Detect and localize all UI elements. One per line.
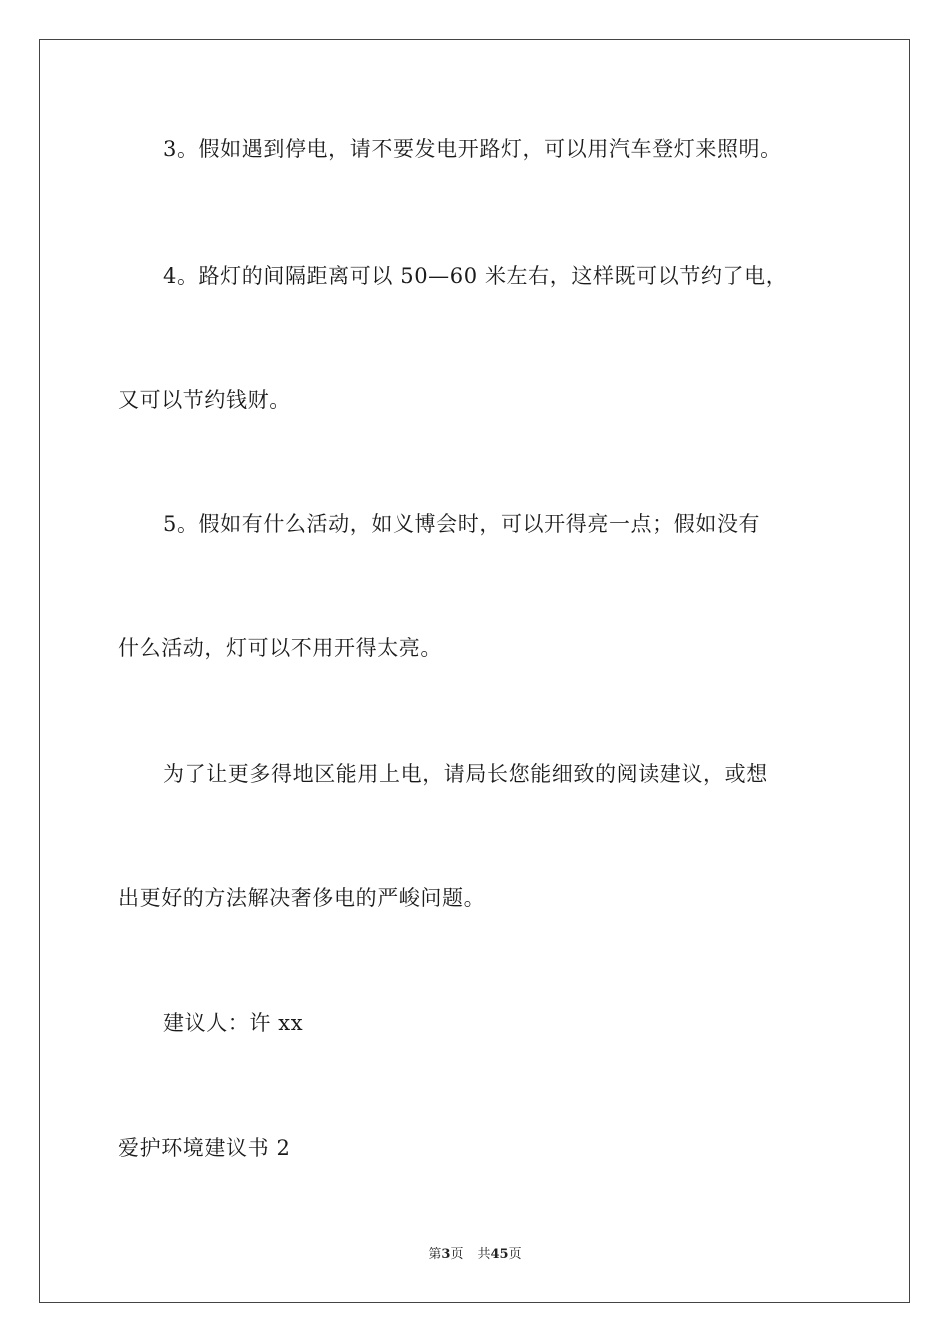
closing-paragraph-line-1: 为了让更多得地区能用上电，请局长您能细致的阅读建议，或想: [163, 762, 768, 786]
page-number: 3: [441, 1247, 451, 1262]
paragraph-item-4-line-1: 4。路灯的间隔距离可以 50—60 米左右，这样既可以节约了电，: [163, 264, 788, 288]
total-suffix: 页: [508, 1247, 522, 1262]
paragraph-item-4-line-2: 又可以节约钱财。: [118, 388, 291, 412]
total-prefix: 共: [477, 1247, 491, 1262]
page-footer: [0, 1246, 950, 1264]
paragraph-item-5-line-1: 5。假如有什么活动，如义博会时，可以开得亮一点；假如没有: [163, 512, 761, 536]
total-pages: 45: [490, 1247, 509, 1262]
closing-paragraph-line-2: 出更好的方法解决奢侈电的严峻问题。: [118, 886, 486, 910]
page-suffix: 页: [450, 1247, 464, 1262]
page-border: [39, 39, 910, 1303]
page-prefix: 第: [428, 1247, 442, 1262]
paragraph-item-3: 3。假如遇到停电，请不要发电开路灯，可以用汽车登灯来照明。: [163, 137, 782, 161]
next-section-title: 爱护环境建议书 2: [118, 1136, 291, 1160]
paragraph-item-5-line-2: 什么活动，灯可以不用开得太亮。: [118, 636, 442, 660]
signature-line: 建议人：许 xx: [163, 1011, 304, 1035]
